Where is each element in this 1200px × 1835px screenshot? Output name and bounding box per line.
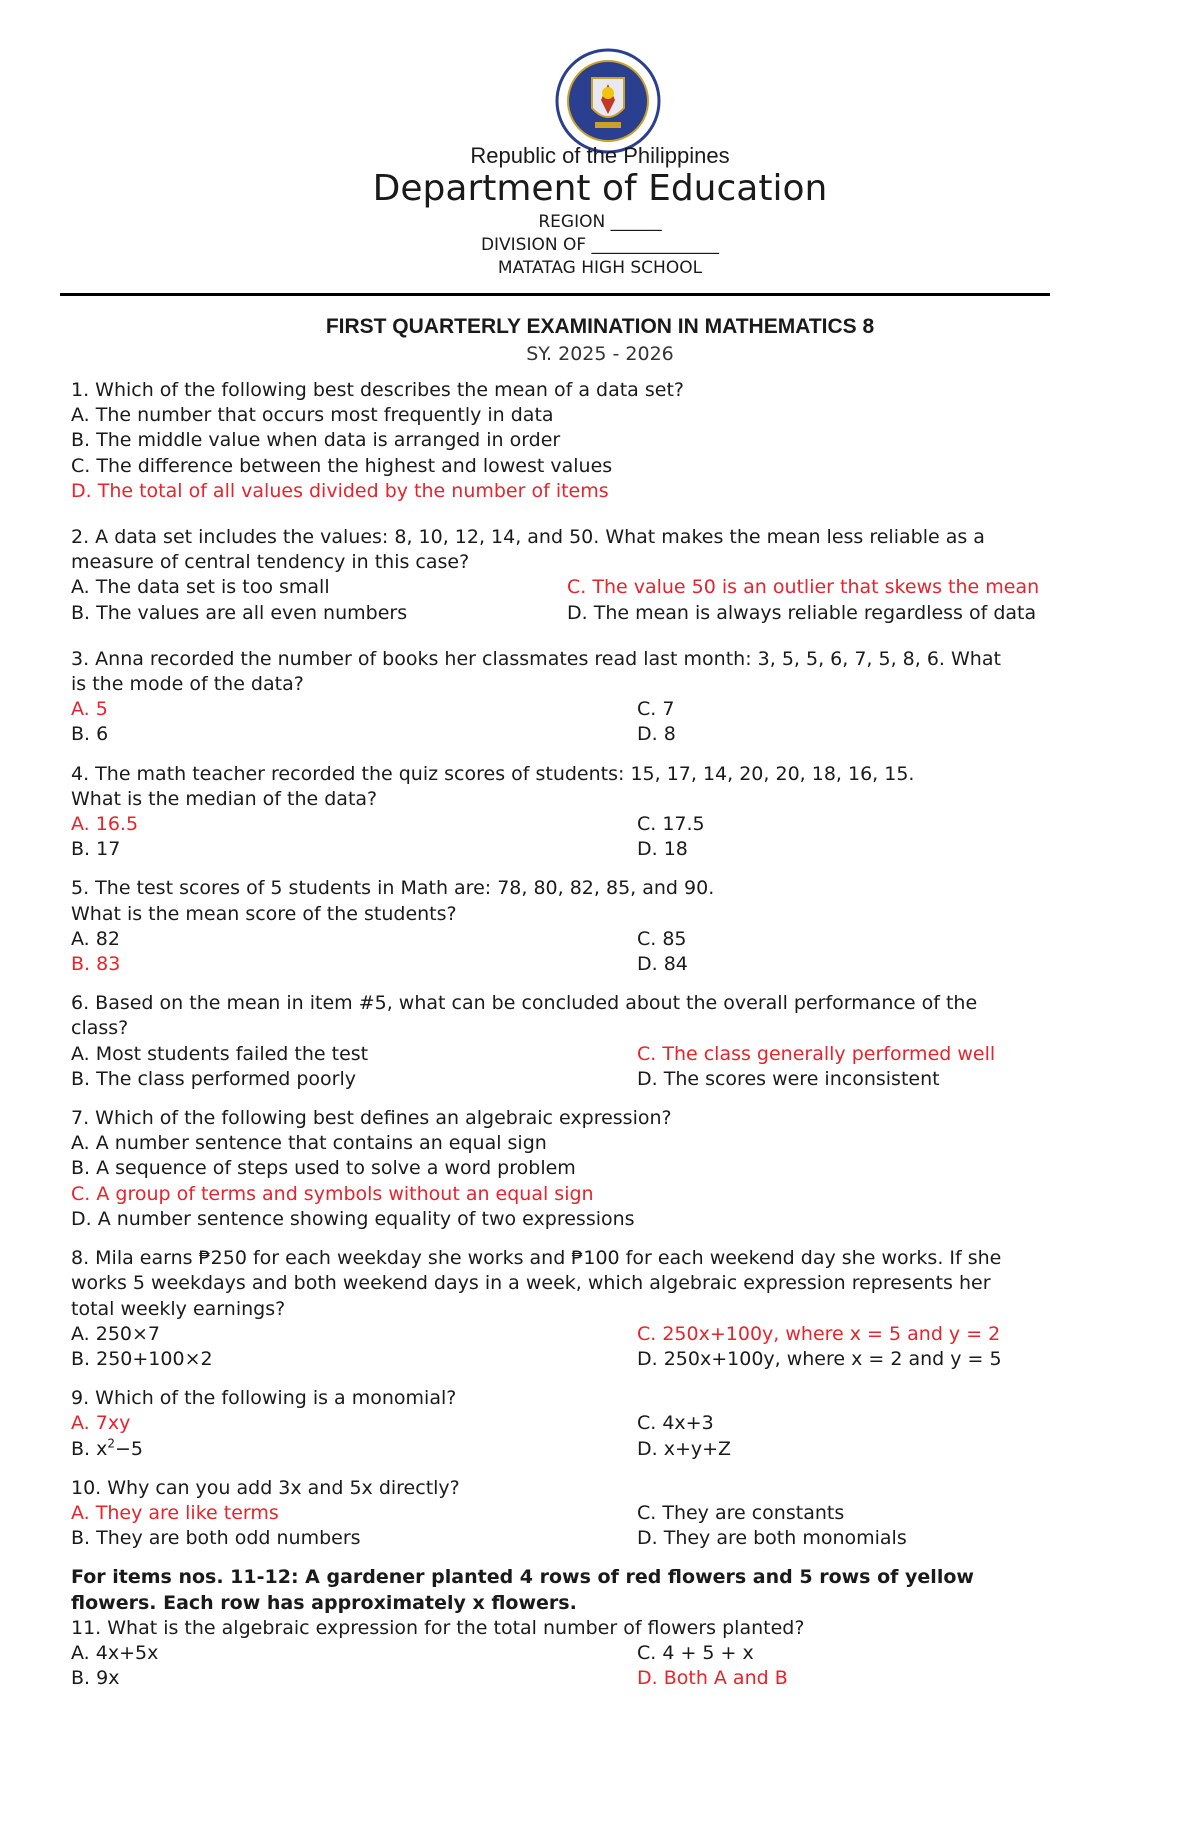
choice-a: A. 250×7: [71, 1322, 161, 1345]
choice-a-answer: A. 5: [71, 698, 108, 721]
question-stem: 4. The math teacher recorded the quiz scores of students: 15, 17, 14, 20, 20, 18, 16, 15.: [71, 762, 915, 785]
choice-b: [71, 1437, 637, 1462]
choice-row: [71, 927, 1141, 952]
choice-b: B. The class performed poorly: [71, 1067, 356, 1090]
question-10: [71, 1476, 1141, 1552]
choice-row: [71, 1437, 1141, 1462]
question-stem-cont: works 5 weekdays and both weekend days in a week, which algebraic expression represents her: [71, 1272, 991, 1295]
choice-c: C. 17.5: [637, 813, 705, 836]
questions-body: [71, 378, 1141, 1712]
choice-c-answer: C. The class generally performed well: [637, 1042, 996, 1065]
choice-b: B. The values are all even numbers: [71, 601, 408, 624]
choice-a: A. Most students failed the test: [71, 1042, 369, 1065]
question-8: [71, 1246, 1141, 1372]
choice-b: B. 17: [71, 838, 121, 861]
group-instruction-cont: flowers. Each row has approximately x flowers.: [71, 1591, 577, 1614]
choice-b-exponent: 2: [107, 1436, 115, 1451]
choice-a-answer: A. They are like terms: [71, 1501, 279, 1524]
question-5: [71, 876, 1141, 977]
choice-c-answer: C. 250x+100y, where x = 5 and y = 2: [637, 1322, 1001, 1345]
choice-d: D. 250x+100y, where x = 2 and y = 5: [637, 1347, 1002, 1370]
choice-b-base: B. x: [71, 1437, 108, 1460]
exam-title: FIRST QUARTERLY EXAMINATION IN MATHEMATICS 8: [325, 315, 875, 338]
choice-row: [71, 575, 1141, 600]
question-7: [71, 1106, 1141, 1232]
division-line: DIVISION OF _______________: [480, 235, 720, 255]
choice-c: C. 85: [637, 927, 687, 950]
question-stem-cont: measure of central tendency in this case?: [71, 551, 470, 574]
choice-row: [71, 1411, 1141, 1436]
question-stem: 11. What is the algebraic expression for the total number of flowers planted?: [71, 1616, 805, 1639]
choice-b-rest: −5: [115, 1437, 144, 1460]
choice-c: C. They are constants: [637, 1501, 845, 1524]
choice-c: C. 7: [637, 698, 675, 721]
republic-heading: Republic of the Philippines: [470, 143, 730, 168]
question-stem: 9. Which of the following is a monomial?: [71, 1387, 457, 1410]
choice-a: A. 82: [71, 927, 120, 950]
deped-seal-icon: [555, 48, 661, 154]
choice-a: A. The data set is too small: [71, 576, 330, 599]
department-heading: Department of Education: [372, 168, 828, 209]
question-stem: 5. The test scores of 5 students in Math are: 78, 80, 82, 85, and 90.: [71, 877, 715, 900]
choice-b: B. A sequence of steps used to solve a word problem: [71, 1157, 576, 1180]
question-6: [71, 991, 1141, 1092]
choice-d: D. A number sentence showing equality of two expressions: [71, 1207, 635, 1230]
question-3: [71, 647, 1141, 748]
choice-a: A. A number sentence that contains an equal sign: [71, 1132, 547, 1155]
choice-c: C. 4 + 5 + x: [637, 1641, 754, 1664]
choice-c-answer: C. The value 50 is an outlier that skews the mean: [567, 576, 1040, 599]
choice-row: [71, 1067, 1141, 1092]
choice-d: D. 18: [637, 838, 688, 861]
question-stem: 8. Mila earns ₱250 for each weekday she works and ₱100 for each weekend day she works. If she: [71, 1247, 1002, 1270]
choice-d-answer: D. The total of all values divided by the number of items: [71, 479, 609, 502]
choice-b: B. They are both odd numbers: [71, 1527, 361, 1550]
school-name: MATATAG HIGH SCHOOL: [497, 258, 703, 278]
choice-d: D. They are both monomials: [637, 1527, 907, 1550]
choice-row: [71, 601, 1141, 626]
choice-d-answer: D. Both A and B: [637, 1667, 788, 1690]
choice-row: [71, 1347, 1141, 1372]
choice-row: [71, 1501, 1141, 1526]
question-stem-cont: class?: [71, 1017, 129, 1040]
choice-d: D. x+y+Z: [637, 1437, 732, 1460]
choice-row: [71, 837, 1141, 862]
choice-b: B. 250+100×2: [71, 1347, 213, 1370]
question-2: [71, 525, 1141, 626]
choice-b: B. The middle value when data is arranged in order: [71, 429, 561, 452]
question-4: [71, 762, 1141, 863]
header-divider: [60, 293, 1050, 296]
choice-d: D. 8: [637, 723, 676, 746]
choice-d: D. The scores were inconsistent: [637, 1067, 940, 1090]
choice-b-answer: B. 83: [71, 953, 121, 976]
choice-row: [71, 812, 1141, 837]
choice-a-answer: A. 16.5: [71, 813, 139, 836]
choice-c-answer: C. A group of terms and symbols without an equal sign: [71, 1182, 594, 1205]
group-instruction: For items nos. 11-12: A gardener planted 4 rows of red flowers and 5 rows of yellow: [71, 1566, 974, 1589]
choice-row: [71, 697, 1141, 722]
question-stem: 2. A data set includes the values: 8, 10, 12, 14, and 50. What makes the mean less reliable as a: [71, 526, 985, 549]
question-stem: 10. Why can you add 3x and 5x directly?: [71, 1476, 460, 1499]
choice-row: [71, 1641, 1141, 1666]
choice-row: [71, 952, 1141, 977]
choice-c: C. The difference between the highest and lowest values: [71, 454, 613, 477]
choice-d: D. The mean is always reliable regardless of data: [567, 601, 1037, 624]
choice-row: [71, 1322, 1141, 1347]
question-stem-cont: What is the median of the data?: [71, 787, 378, 810]
question-stem-cont: is the mode of the data?: [71, 673, 304, 696]
choice-row: [71, 1042, 1141, 1067]
choice-row: [71, 1526, 1141, 1551]
choice-a: A. The number that occurs most frequently in data: [71, 404, 554, 427]
choice-row: [71, 1666, 1141, 1691]
choice-a: A. 4x+5x: [71, 1641, 159, 1664]
choice-a-answer: A. 7xy: [71, 1412, 131, 1435]
choice-d: D. 84: [637, 953, 688, 976]
question-stem: 6. Based on the mean in item #5, what can be concluded about the overall performance of the: [71, 992, 978, 1015]
question-stem: 7. Which of the following best defines an algebraic expression?: [71, 1107, 672, 1130]
school-year: SY. 2025 - 2026: [526, 343, 674, 365]
question-1: [71, 378, 1141, 504]
question-stem-cont: total weekly earnings?: [71, 1297, 286, 1320]
question-9: [71, 1386, 1141, 1462]
choice-b: B. 9x: [71, 1667, 120, 1690]
choice-b: B. 6: [71, 723, 109, 746]
question-stem-cont: What is the mean score of the students?: [71, 902, 457, 925]
question-11-group: [71, 1565, 1141, 1691]
question-stem: 1. Which of the following best describes the mean of a data set?: [71, 379, 684, 401]
region-line: REGION ______: [538, 212, 662, 232]
choice-c: C. 4x+3: [637, 1412, 714, 1435]
choice-row: [71, 722, 1141, 747]
question-stem: 3. Anna recorded the number of books her classmates read last month: 3, 5, 5, 6, 7, 5, 8, 6. What: [71, 647, 1001, 670]
